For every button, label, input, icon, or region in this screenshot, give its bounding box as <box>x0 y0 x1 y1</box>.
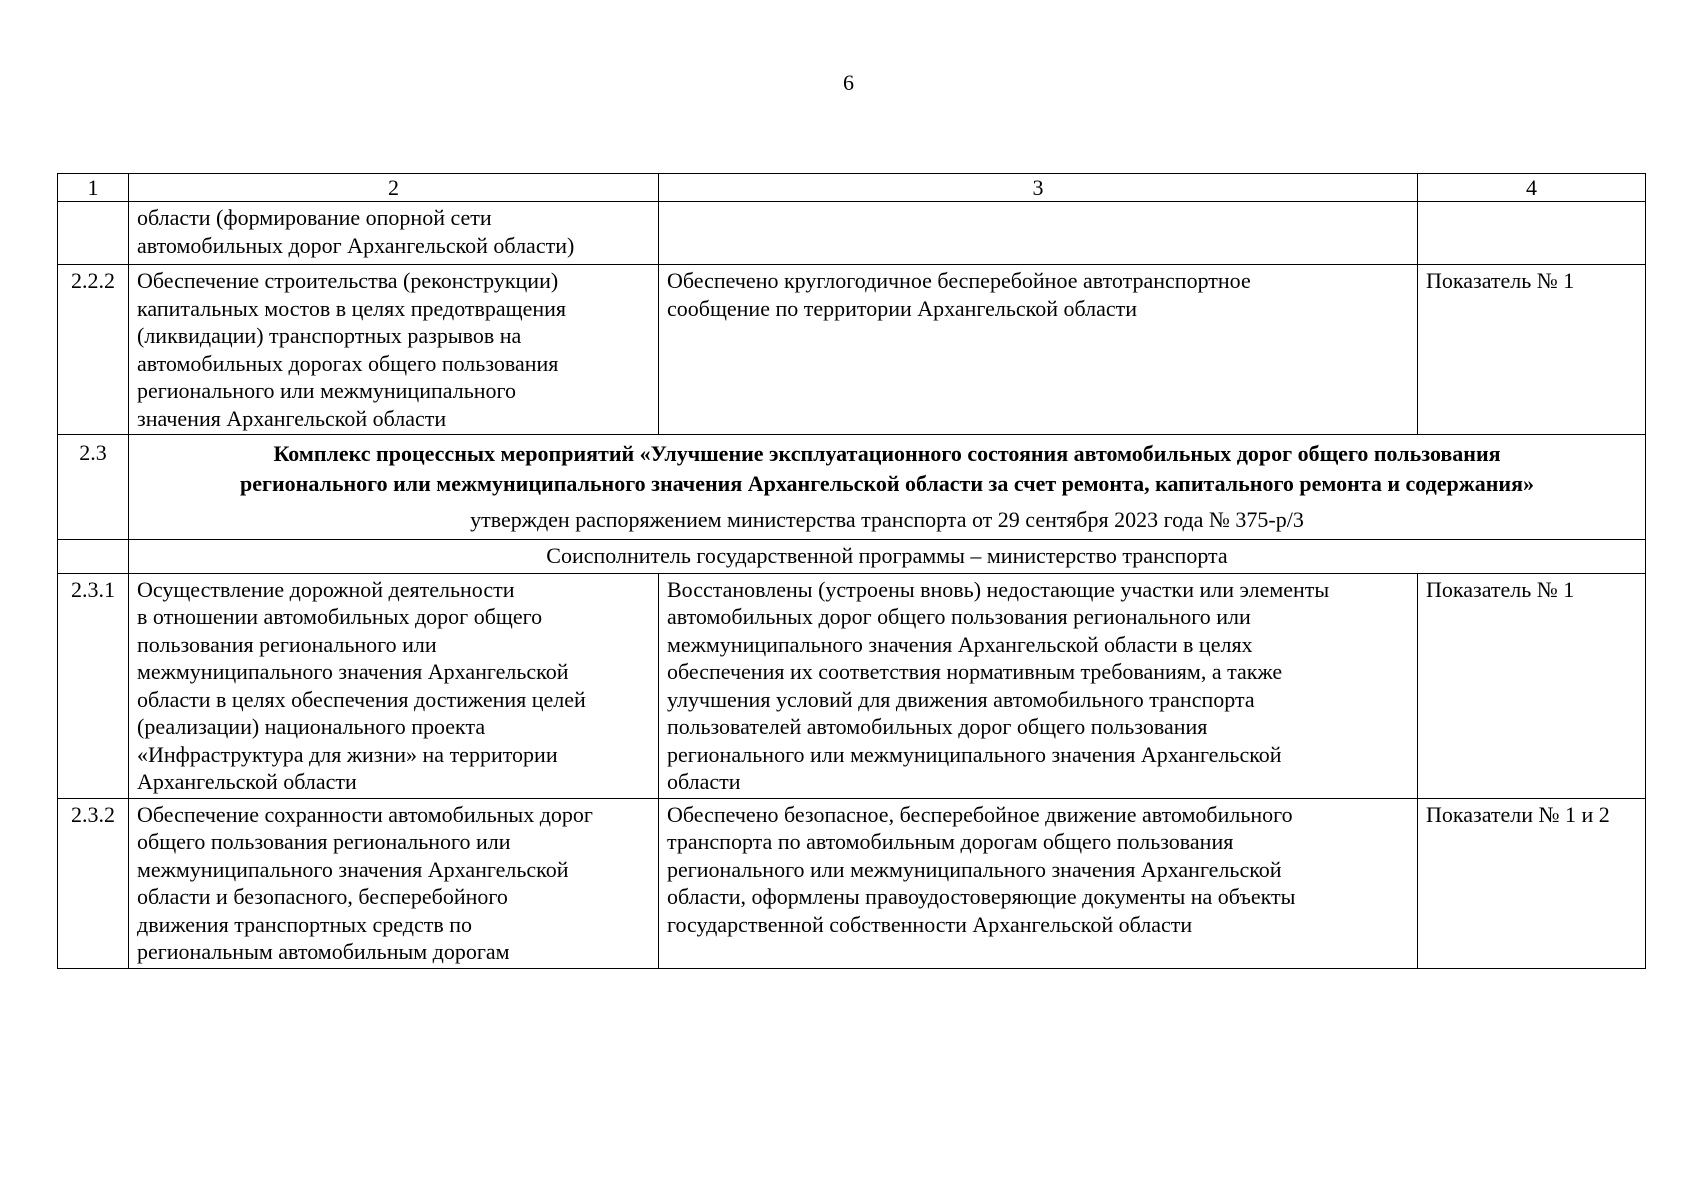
expected-result: Восстановлены (устроены вновь) недостающие участки или элементы автомобильных дорог общего пользования регионального или межмуниципального значения Архангельской области в целях обеспечения их соответствия нормативным требованиям, а также улучшения условий для движения автомобильного транспорта пользователей автомобильных дорог общего пользования регионального или межмуниципального значения Архангельской области <box>659 573 1418 798</box>
expected-result <box>659 202 1418 265</box>
coexecutor-label: Соисполнитель государственной программы – министерство транспорта <box>129 540 1646 574</box>
expected-result: Обеспечено круглогодичное бесперебойное автотранспортное сообщение по территории Архангельской области <box>659 265 1418 435</box>
section-title: Комплекс процессных мероприятий «Улучшение эксплуатационного состояния автомобильных дорог общего пользования регионального или межмуниципального значения Архангельской области за счет ремонта, капитального ремонта и содержания» <box>239 441 1534 496</box>
section-heading <box>129 435 1646 540</box>
measure-name: Осуществление дорожной деятельности в отношении автомобильных дорог общего пользования регионального или межмуниципального значения Архангельской области в целях обеспечения достижения целей (реализации) национального проекта «Инфраструктура для жизни» на территории Архангельской области <box>129 573 659 798</box>
program-table <box>57 173 1646 969</box>
row-number-empty <box>58 540 129 574</box>
indicator-link <box>1418 202 1646 265</box>
indicator-link: Показатель № 1 <box>1418 265 1646 435</box>
column-header-4: 4 <box>1418 174 1646 202</box>
table-row-section-2-3 <box>58 435 1646 540</box>
row-number: 2.3.1 <box>58 573 129 798</box>
indicator-link: Показатели № 1 и 2 <box>1418 798 1646 968</box>
page-number: 6 <box>843 70 854 95</box>
row-number <box>58 202 129 265</box>
table-row-2-3-1 <box>58 573 1646 798</box>
table-row-2-2-2 <box>58 265 1646 435</box>
measure-name: области (формирование опорной сети автомобильных дорог Архангельской области) <box>129 202 659 265</box>
indicator-link: Показатель № 1 <box>1418 573 1646 798</box>
table-row-2-3-2 <box>58 798 1646 968</box>
column-header-1: 1 <box>58 174 129 202</box>
column-header-3: 3 <box>659 174 1418 202</box>
section-approval-note: утвержден распоряжением министерства транспорта от 29 сентября 2023 года № 375-р/3 <box>470 507 1304 532</box>
table-header-row <box>58 174 1646 202</box>
row-number: 2.3.2 <box>58 798 129 968</box>
column-header-2: 2 <box>129 174 659 202</box>
table-row-continuation <box>58 202 1646 265</box>
section-number: 2.3 <box>58 435 129 540</box>
measure-name: Обеспечение сохранности автомобильных дорог общего пользования регионального или межмуниципального значения Архангельской области и безопасного, бесперебойного движения транспортных средств по региональным автомобильным дорогам <box>129 798 659 968</box>
expected-result: Обеспечено безопасное, бесперебойное движение автомобильного транспорта по автомобильным дорогам общего пользования регионального или межмуниципального значения Архангельской области, оформлены правоудостоверяющие документы на объекты государственной собственности Архангельской области <box>659 798 1418 968</box>
table-row-coexecutor <box>58 540 1646 574</box>
row-number: 2.2.2 <box>58 265 129 435</box>
measure-name: Обеспечение строительства (реконструкции) капитальных мостов в целях предотвращения (ликвидации) транспортных разрывов на автомобильных дорогах общего пользования регионального или межмуниципального значения Архангельской области <box>129 265 659 435</box>
